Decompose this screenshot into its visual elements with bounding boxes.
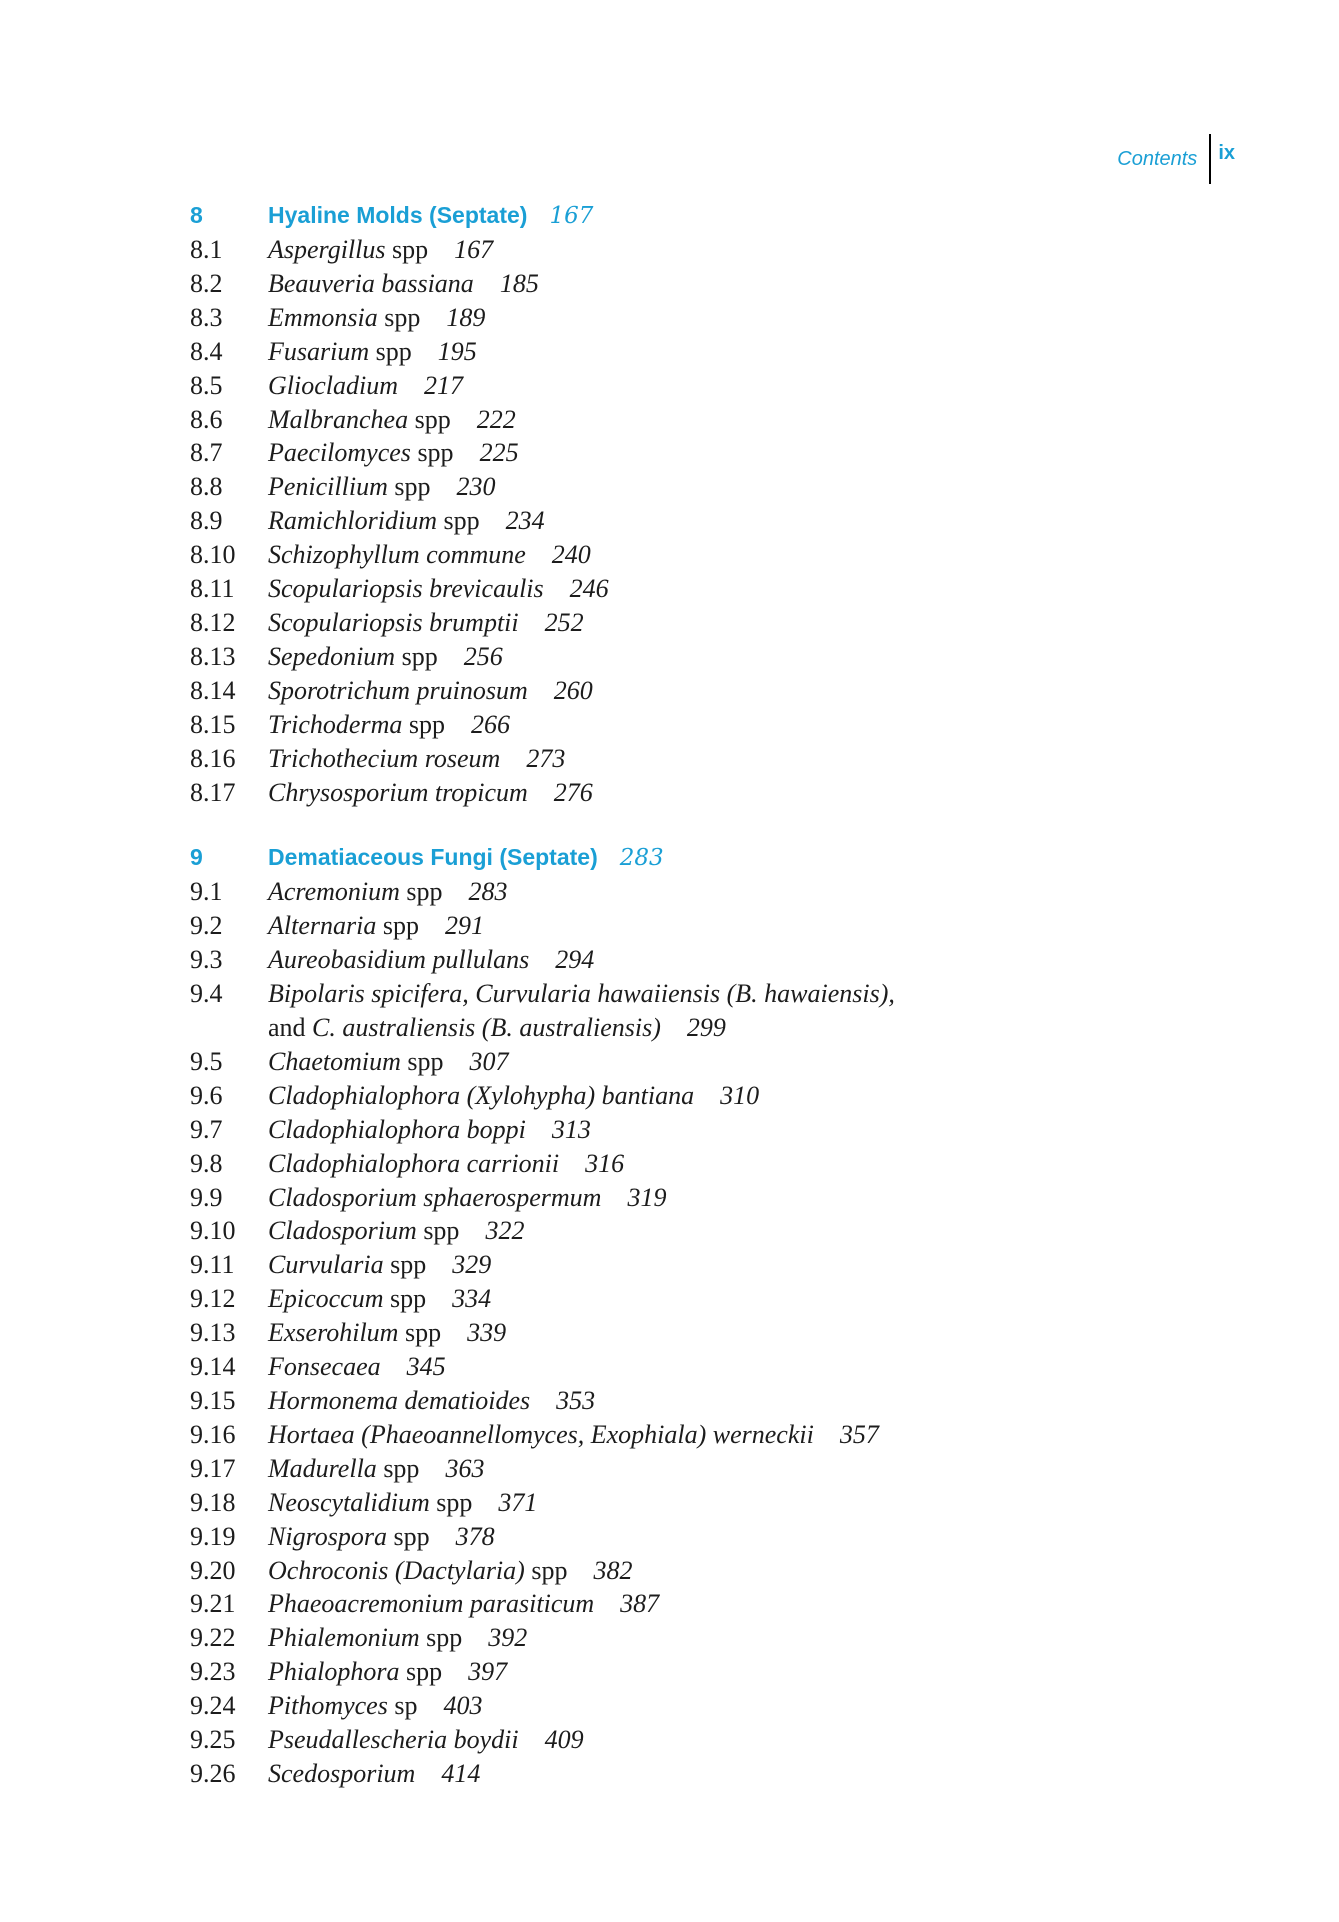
taxon-name: Cladophialophora boppi: [268, 1114, 526, 1144]
toc-entry[interactable]: [190, 1147, 1230, 1181]
section-number: 9.13: [190, 1318, 236, 1348]
toc-entry[interactable]: [190, 1723, 1230, 1757]
toc-entry[interactable]: [190, 1079, 1230, 1113]
section-page: 414: [441, 1758, 481, 1788]
running-header: [1117, 134, 1235, 184]
page-number: ix: [1218, 141, 1235, 164]
section-page: 316: [585, 1148, 625, 1178]
title-text: spp: [399, 1657, 443, 1687]
toc-entry[interactable]: [190, 977, 1230, 1045]
section-page: 357: [839, 1419, 879, 1449]
section-page: 234: [505, 506, 545, 536]
section-title: [268, 436, 519, 470]
section-title: [268, 909, 484, 943]
section-page: 256: [463, 641, 503, 671]
taxon-name: C. australiensis (B. australiensis): [312, 1013, 661, 1043]
title-text: spp: [437, 506, 480, 536]
section-page: 167: [454, 235, 494, 264]
section-number: 9.15: [190, 1386, 236, 1415]
title-text: spp: [408, 404, 451, 434]
section-title: [268, 1350, 446, 1384]
toc-entry[interactable]: [190, 301, 1230, 335]
section-page: 334: [452, 1284, 492, 1314]
section-title: [268, 403, 516, 437]
taxon-name: Chrysosporium tropicum: [268, 777, 528, 807]
title-text: spp: [376, 1453, 420, 1483]
section-number: 9.1: [190, 877, 223, 907]
chapter-number: 9: [190, 844, 203, 871]
section-page: 273: [526, 743, 566, 773]
section-page: 353: [556, 1386, 596, 1415]
section-title: [268, 1723, 584, 1757]
taxon-name: Schizophyllum commune: [268, 540, 526, 570]
section-title: [268, 504, 545, 538]
section-number: 8.15: [190, 709, 236, 739]
taxon-name: Exserohilum: [268, 1318, 399, 1348]
section-title: [268, 1214, 524, 1248]
taxon-name: Phialemonium: [268, 1623, 420, 1653]
title-text: spp: [416, 1216, 460, 1246]
section-number: 8.3: [190, 302, 223, 332]
toc-entry[interactable]: [190, 1316, 1230, 1350]
taxon-name: Scedosporium: [268, 1758, 416, 1788]
section-page: 294: [555, 945, 595, 975]
section-page: 240: [551, 540, 591, 570]
chapter-heading[interactable]: [190, 197, 1230, 233]
taxon-name: Acremonium: [268, 877, 400, 907]
section-page: 345: [406, 1352, 446, 1382]
section-title: [268, 1621, 527, 1655]
taxon-name: Pithomyces: [268, 1691, 388, 1721]
taxon-name: Scopulariopsis brevicaulis: [268, 574, 544, 604]
toc-entry[interactable]: [190, 1113, 1230, 1147]
toc-entry[interactable]: [190, 674, 1230, 708]
section-page: 246: [569, 574, 609, 604]
section-title: [268, 1689, 482, 1723]
section-title: [268, 1757, 480, 1791]
taxon-name: Alternaria: [268, 911, 377, 941]
toc-entry[interactable]: [190, 572, 1230, 606]
section-page: 363: [445, 1453, 485, 1483]
section-number: 9.16: [190, 1419, 236, 1449]
section-number: 9.19: [190, 1521, 236, 1551]
section-page: 283: [468, 877, 508, 907]
title-text: spp: [383, 1284, 427, 1314]
section-number: 9.21: [190, 1589, 236, 1619]
section-page: 392: [488, 1623, 528, 1653]
toc-entry[interactable]: [190, 606, 1230, 640]
section-number: 9.12: [190, 1284, 236, 1314]
toc-entry[interactable]: [190, 504, 1230, 538]
title-text: spp: [376, 911, 419, 941]
section-title: [268, 1113, 591, 1147]
chapter-page: 167: [549, 203, 594, 229]
section-title: [268, 875, 508, 909]
section-title: [268, 301, 485, 335]
toc-entry[interactable]: [190, 776, 1230, 810]
taxon-name: Emmonsia: [268, 302, 378, 332]
section-title: [268, 1384, 595, 1418]
taxon-name: Aureobasidium pullulans: [268, 945, 530, 975]
section-page: 252: [544, 607, 584, 637]
chapter-number: 8: [190, 202, 203, 228]
table-of-contents: [190, 197, 1230, 1791]
title-text: spp: [387, 472, 431, 502]
section-title: [268, 1045, 509, 1079]
section-number: 8.5: [190, 370, 223, 400]
taxon-name: Sporotrichum pruinosum: [268, 675, 528, 705]
toc-entry[interactable]: [190, 1554, 1230, 1588]
title-text: spp: [399, 877, 443, 907]
section-title: [268, 1316, 506, 1350]
toc-entry[interactable]: [190, 1384, 1230, 1418]
toc-entry[interactable]: [190, 1587, 1230, 1621]
toc-entry[interactable]: [190, 1621, 1230, 1655]
section-number: 9.26: [190, 1758, 236, 1788]
toc-entry[interactable]: [190, 1520, 1230, 1554]
section-page: 189: [446, 302, 486, 332]
section-number: 9.3: [190, 945, 223, 975]
section-page: 195: [437, 336, 477, 366]
toc-entry[interactable]: [190, 875, 1230, 909]
taxon-name: Hormonema dematioides: [268, 1386, 531, 1415]
section-number: 9.5: [190, 1046, 223, 1076]
section-number: 8.1: [190, 235, 223, 264]
section-number: 8.6: [190, 404, 223, 434]
section-page: 339: [467, 1318, 507, 1348]
taxon-name: Phialophora: [268, 1657, 400, 1687]
taxon-name: Cladophialophora carrionii: [268, 1148, 560, 1178]
section-number: 8.16: [190, 743, 236, 773]
toc-entry[interactable]: [190, 1655, 1230, 1689]
section-page: 313: [551, 1114, 591, 1144]
toc-entry[interactable]: [190, 708, 1230, 742]
taxon-name: Penicillium: [268, 472, 388, 502]
section-title: [268, 640, 503, 674]
taxon-name: Ramichloridium: [268, 506, 437, 536]
title-text: spp: [385, 235, 429, 264]
section-number: 8.10: [190, 540, 236, 570]
title-text: spp: [524, 1555, 568, 1585]
section-number: 9.25: [190, 1725, 236, 1755]
section-page: 307: [469, 1046, 509, 1076]
taxon-name: Fusarium: [268, 336, 370, 366]
section-page: 299: [686, 1013, 726, 1043]
taxon-name: Aspergillus: [268, 235, 386, 264]
section-page: 291: [444, 911, 484, 941]
title-text: spp: [398, 1318, 442, 1348]
title-text: spp: [377, 302, 421, 332]
chapter-title: Hyaline Molds (Septate): [268, 202, 528, 228]
section-page: 322: [485, 1216, 525, 1246]
section-title: [268, 977, 895, 1045]
toc-entry[interactable]: [190, 369, 1230, 403]
section-title: [268, 1248, 491, 1282]
taxon-name: Paecilomyces: [268, 438, 411, 468]
section-title: [268, 470, 495, 504]
toc-entry[interactable]: [190, 1418, 1230, 1452]
taxon-name: Hortaea (Phaeoannellomyces, Exophiala) werneckii: [268, 1419, 814, 1449]
section-page: 276: [553, 777, 593, 807]
toc-entry[interactable]: [190, 640, 1230, 674]
taxon-name: Scopulariopsis brumptii: [268, 607, 519, 637]
taxon-name: Phaeoacremonium parasiticum: [268, 1589, 595, 1619]
section-page: 397: [468, 1657, 508, 1687]
section-number: 8.13: [190, 641, 236, 671]
section-title: [268, 1181, 666, 1215]
section-title: [268, 1452, 484, 1486]
section-title: [268, 742, 565, 776]
toc-entry[interactable]: [190, 909, 1230, 943]
taxon-name: Cladophialophora (Xylohypha) bantiana: [268, 1080, 695, 1110]
section-page: 266: [470, 709, 510, 739]
section-title: [268, 335, 477, 369]
taxon-name: Pseudallescheria boydii: [268, 1725, 519, 1755]
section-number: 8.14: [190, 675, 236, 705]
title-text: spp: [395, 641, 438, 671]
section-number: 8.17: [190, 777, 236, 807]
toc-entry[interactable]: [190, 335, 1230, 369]
section-number: 9.2: [190, 911, 223, 941]
chapter-page: 283: [619, 845, 664, 872]
section-number: 9.14: [190, 1352, 236, 1382]
section-title: [268, 1520, 495, 1554]
toc-entry[interactable]: [190, 403, 1230, 437]
section-page: 403: [443, 1691, 483, 1721]
taxon-name: Curvularia: [268, 1250, 384, 1280]
section-page: 185: [499, 268, 539, 298]
toc-entry[interactable]: [190, 1214, 1230, 1248]
section-number: 9.10: [190, 1216, 236, 1246]
section-title: [268, 572, 609, 606]
section-page: 329: [452, 1250, 492, 1280]
toc-entry[interactable]: [190, 1452, 1230, 1486]
section-number: 9.24: [190, 1691, 236, 1721]
title-text: and: [268, 1013, 313, 1043]
taxon-name: Cladosporium: [268, 1216, 417, 1246]
section-page: 260: [553, 675, 593, 705]
section-number: 9.11: [190, 1250, 235, 1280]
section-page: 222: [476, 404, 516, 434]
title-text: spp: [369, 336, 412, 366]
section-number: 9.8: [190, 1148, 223, 1178]
section-number: 8.11: [190, 574, 235, 604]
toc-entry[interactable]: [190, 1350, 1230, 1384]
section-number: 9.4: [190, 979, 223, 1009]
section-title: [268, 1079, 759, 1113]
section-number: 9.23: [190, 1657, 236, 1687]
taxon-name: Nigrospora: [268, 1521, 387, 1551]
toc-entry[interactable]: [190, 1181, 1230, 1215]
title-text: spp: [410, 438, 454, 468]
section-number: 8.9: [190, 506, 223, 536]
section-number: 8.12: [190, 607, 236, 637]
running-header-label: Contents: [1117, 147, 1198, 170]
taxon-name: Gliocladium: [268, 370, 398, 400]
section-number: 9.22: [190, 1623, 236, 1653]
section-number: 9.7: [190, 1114, 223, 1144]
taxon-name: Chaetomium: [268, 1046, 401, 1076]
section-number: 8.2: [190, 268, 223, 298]
toc-entry[interactable]: [190, 233, 1230, 267]
section-title: [268, 1554, 632, 1588]
chapter-heading[interactable]: [190, 839, 1230, 875]
section-page: 382: [593, 1555, 633, 1585]
section-page: 225: [479, 438, 519, 468]
taxon-name: Trichoderma: [268, 709, 403, 739]
section-title: [268, 1147, 624, 1181]
toc-entry[interactable]: [190, 436, 1230, 470]
section-title: [268, 708, 510, 742]
section-page: 217: [424, 370, 463, 400]
title-text: spp: [429, 1487, 473, 1517]
section-number: 8.4: [190, 336, 223, 366]
section-title: [268, 267, 539, 301]
taxon-name: Neoscytalidium: [268, 1487, 430, 1517]
toc-entry[interactable]: [190, 1689, 1230, 1723]
section-number: 9.20: [190, 1555, 236, 1585]
toc-entry[interactable]: [190, 943, 1230, 977]
section-title: [268, 1282, 491, 1316]
section-title: [268, 1587, 659, 1621]
toc-entry[interactable]: [190, 538, 1230, 572]
toc-entry[interactable]: [190, 470, 1230, 504]
taxon-name: Malbranchea: [268, 404, 409, 434]
section-number: 9.17: [190, 1453, 236, 1483]
taxon-name: Ochroconis (Dactylaria): [268, 1555, 525, 1585]
toc-entry[interactable]: [190, 1486, 1230, 1520]
title-text: spp: [386, 1521, 430, 1551]
taxon-name: Madurella: [268, 1453, 377, 1483]
section-title: [268, 538, 591, 572]
section-title: [268, 606, 584, 640]
taxon-name: Fonsecaea: [268, 1352, 381, 1382]
section-page: 230: [456, 472, 496, 502]
section-number: 8.7: [190, 438, 223, 468]
taxon-name: Cladosporium sphaerospermum: [268, 1182, 602, 1212]
title-text: sp: [387, 1691, 418, 1721]
taxon-name: Beauveria bassiana: [268, 268, 474, 298]
section-title: [268, 369, 463, 403]
section-title: [268, 1418, 879, 1452]
section-page: 409: [544, 1725, 584, 1755]
taxon-name: Trichothecium roseum: [268, 743, 501, 773]
title-text: spp: [402, 709, 445, 739]
toc-entry[interactable]: [190, 1282, 1230, 1316]
section-page: 319: [627, 1182, 667, 1212]
toc-entry[interactable]: [190, 1248, 1230, 1282]
section-page: 378: [455, 1521, 495, 1551]
toc-entry[interactable]: [190, 1757, 1230, 1791]
section-title: [268, 233, 493, 267]
section-number: 9.9: [190, 1182, 223, 1212]
title-text: spp: [383, 1250, 427, 1280]
section-title: [268, 776, 593, 810]
toc-entry[interactable]: [190, 1045, 1230, 1079]
chapter-title: Dematiaceous Fungi (Septate): [268, 844, 598, 871]
section-number: 8.8: [190, 472, 223, 502]
section-number: 9.18: [190, 1487, 236, 1517]
toc-entry[interactable]: [190, 267, 1230, 301]
taxon-name: Sepedonium: [268, 641, 396, 671]
section-title: [268, 1486, 537, 1520]
section-page: 387: [620, 1589, 660, 1619]
section-number: 9.6: [190, 1080, 223, 1110]
section-title: [268, 1655, 507, 1689]
toc-entry[interactable]: [190, 742, 1230, 776]
section-title: [268, 943, 594, 977]
taxon-name: Epicoccum: [268, 1284, 384, 1314]
taxon-name: Bipolaris spicifera, Curvularia hawaiiensis (B. hawaiensis),: [268, 979, 895, 1009]
title-text: spp: [419, 1623, 463, 1653]
section-page: 310: [720, 1080, 760, 1110]
section-page: 371: [498, 1487, 538, 1517]
section-title: [268, 674, 593, 708]
title-text: spp: [400, 1046, 444, 1076]
